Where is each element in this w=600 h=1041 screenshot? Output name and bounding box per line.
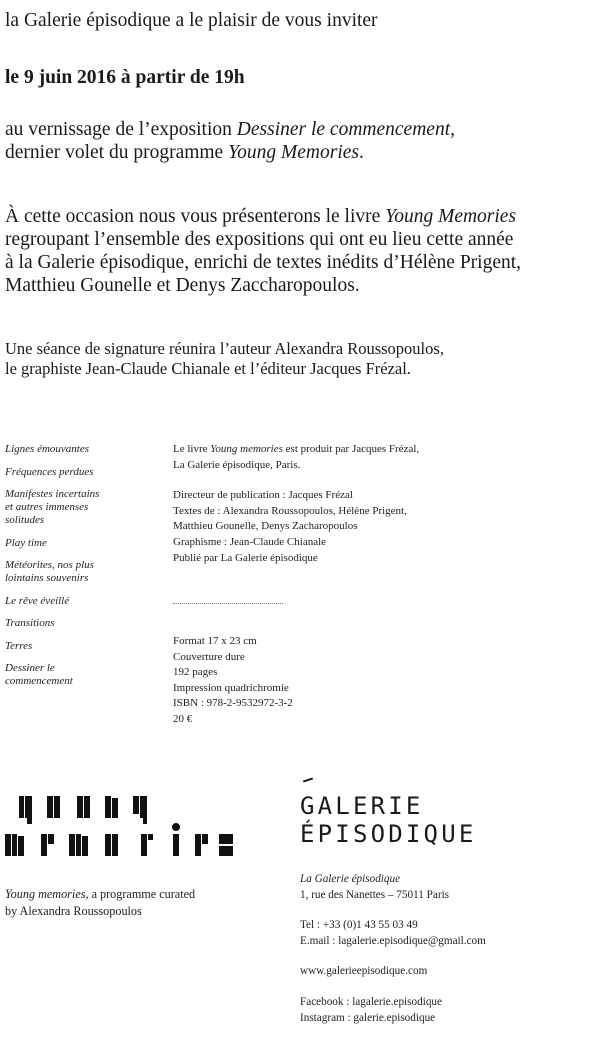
spacer [300, 903, 486, 918]
credit-line: Matthieu Gounelle, Denys Zacharopoulos [173, 520, 358, 533]
presentation-line-1 [5, 205, 521, 228]
spacer [300, 949, 486, 964]
caption-line-1 [5, 886, 195, 903]
exhibition-item [5, 595, 155, 608]
exhibition-title-line: Transitions [5, 617, 55, 629]
vernissage-line-1 [5, 118, 455, 141]
gallery-website-link[interactable]: www.galerieepisodique.com [300, 965, 428, 978]
vernissage-line-2 [5, 141, 455, 164]
credit-line: Directeur de publication : Jacques Frézal [173, 489, 353, 502]
book-specs [173, 634, 293, 728]
exhibition-title-line: Manifestes incertains [5, 488, 100, 500]
book-credits [173, 488, 419, 566]
gallery-phone: Tel : +33 (0)1 43 55 03 49 [300, 919, 418, 932]
spec-line: ISBN : 978-2-9532972-3-2 [173, 697, 293, 710]
exhibition-item [5, 617, 155, 630]
invitation-intro: la Galerie épisodique a le plaisir de vous inviter [5, 10, 378, 31]
spacer [300, 980, 486, 995]
exhibition-title-line: Dessiner le [5, 662, 55, 674]
dotted-divider [173, 603, 283, 604]
galerie-episodique-logo [300, 776, 500, 850]
exhibition-title-line: Météorites, nos plus [5, 559, 94, 571]
exhibition-item [5, 640, 155, 653]
exhibition-title: Dessiner le commencement [236, 119, 451, 140]
exhibition-item [5, 662, 155, 688]
exhibition-title-line: Terres [5, 639, 33, 652]
exhibition-title-line: lointains souvenirs [5, 572, 89, 584]
logo-line-galerie: GALERIE [300, 792, 424, 820]
text: au vernissage de l’exposition [5, 119, 237, 140]
signature-paragraph [5, 339, 444, 379]
text: , [450, 119, 455, 140]
logo-dash [303, 778, 313, 783]
programme-title: Young Memories [228, 142, 360, 163]
production-line-1 [173, 442, 419, 458]
exhibition-title-line: commencement [5, 675, 73, 687]
credit-line: Publié par La Galerie épisodique [173, 551, 318, 564]
book-info [173, 442, 419, 581]
logo-line-memories [5, 823, 233, 856]
exhibition-item [5, 466, 155, 479]
exhibition-title-line: Play time [5, 536, 47, 549]
logo-line-episodique: ÉPISODIQUE [300, 820, 477, 848]
spec-line: 20 € [173, 712, 193, 725]
exhibition-title-line: Lignes émouvantes [5, 443, 90, 455]
text: À cette occasion nous vous présenterons le livre [5, 206, 386, 227]
exhibition-item [5, 488, 155, 527]
presentation-line-4: Matthieu Gounelle et Denys Zaccharopoulos. [5, 275, 360, 296]
exhibition-title-line: et autres immenses [5, 501, 89, 513]
spec-line: 192 pages [173, 666, 218, 679]
young-memories-caption [5, 886, 195, 920]
spec-line: Couverture dure [173, 650, 245, 663]
exhibition-item [5, 537, 155, 550]
exhibition-list [5, 443, 155, 698]
gallery-facebook[interactable]: Facebook : lagalerie.episodique [300, 995, 442, 1008]
text: , a programme curated [85, 887, 196, 901]
exhibition-item [5, 443, 155, 456]
text: Le livre [173, 443, 211, 455]
production-line-2: La Galerie épisodique, Paris. [173, 458, 301, 471]
text: . [359, 142, 364, 163]
text: est produit par Jacques Frézal, [282, 443, 420, 455]
vernissage-paragraph [5, 118, 455, 164]
exhibition-title-line: Fréquences perdues [5, 465, 94, 478]
exhibition-title-line: solitudes [5, 514, 45, 526]
young-memories-logo [5, 796, 237, 860]
signature-line-2: le graphiste Jean-Claude Chianale et l’éditeur Jacques Frézal. [5, 359, 411, 378]
gallery-email[interactable]: E.mail : lagalerie.episodique@gmail.com [300, 934, 486, 947]
signature-line-1: Une séance de signature réunira l’auteur Alexandra Roussopoulos, [5, 339, 444, 358]
spec-line: Impression quadrichromie [173, 681, 289, 694]
spec-line: Format 17 x 23 cm [173, 635, 257, 647]
book-production [173, 442, 419, 473]
gallery-name: La Galerie épisodique [300, 873, 401, 885]
credit-line: Textes de : Alexandra Roussopoulos, Hélène Prigent, [173, 504, 407, 517]
exhibition-title-line: Le rêve éveillé [5, 594, 70, 607]
exhibition-item [5, 559, 155, 585]
logo-line-young [19, 796, 147, 824]
caption-line-2: by Alexandra Roussopoulos [5, 904, 142, 918]
book-title: Young memories [210, 443, 283, 455]
programme-title: Young memories [5, 887, 86, 901]
text: dernier volet du programme [5, 142, 229, 163]
presentation-paragraph [5, 205, 521, 297]
presentation-line-3: à la Galerie épisodique, enrichi de textes inédits d’Hélène Prigent, [5, 252, 522, 273]
event-date: le 9 juin 2016 à partir de 19h [5, 67, 245, 88]
credit-line: Graphisme : Jean-Claude Chianale [173, 535, 327, 548]
book-title: Young Memories [385, 206, 517, 227]
presentation-line-2: regroupant l’ensemble des expositions qui ont eu lieu cette année [5, 229, 514, 250]
gallery-instagram[interactable]: Instagram : galerie.episodique [300, 1011, 436, 1024]
contact-info [300, 872, 486, 1026]
gallery-address: 1, rue des Nanettes – 75011 Paris [300, 888, 450, 901]
